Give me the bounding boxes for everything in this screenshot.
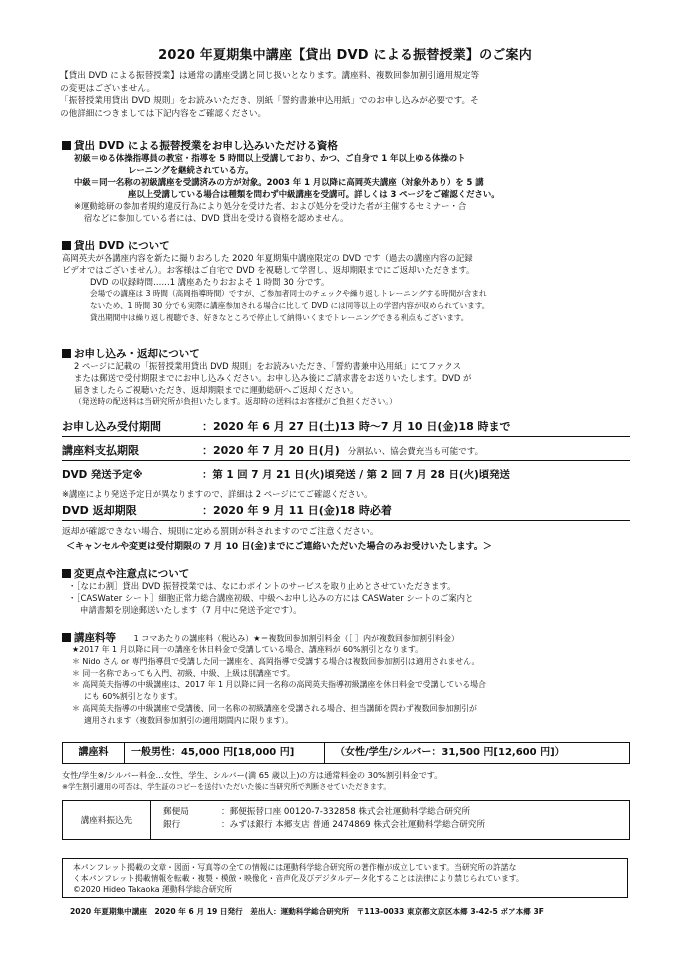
deadline-return: DVD 返却期限 ：2020 年 9 月 11 日(金)18 時必着 bbox=[62, 504, 392, 517]
qualification-heading: 貸出 DVD による振替授業をお申し込みいただける資格 bbox=[62, 138, 338, 153]
page-title: 2020 年夏期集中講座【貸出 DVD による振替授業】のご案内 bbox=[158, 48, 532, 63]
intro-line: 「振替授業用貸出 DVD 規則」をお読みいただき、別紙「誓約書兼申込用紙」でのお申し込みが必要です。そ bbox=[60, 96, 479, 106]
fees-heading: 講座料等 1 コマあたりの講座料（税込み）★＝複数回参加割引料金（［ ］内が複数回参加割引料金） bbox=[62, 630, 459, 645]
about-dvd-body: 高岡英夫が各講座内容を新たに撮りおろした 2020 年夏期集中講座限定の DVD です（過去の講座内容の記録 ビデオではございません）。お客様はご自宅で DVD を視聴して学習し、返却期限までにご返却いただきます。 DVD の収録時間……1 講座あたりおおよそ 1 時間 30 分です。 会場での講座は 3 時間（高岡指導時間）ですが、ご参加者同士のチェックや繰り返しトレーニングする時間が含まれ ないため、1 時間 30 分でも実際に講座参加される場合に比して DVD には同等以上の学習内容が収められています。 貸出期間中は繰り返し視聴でき、好きなところで停止して納得いくまでトレーニングできる利点もございます。 bbox=[62, 253, 490, 322]
changes-body: ・［なにわ割］貸出 DVD 振替授業では、なにわポイントのサービスを取り止めとさせていただきます。 ・［CASWater シート］細胞正常力総合講座初級、中級へお申し込みの方には CASWater シートのご案内と 申請書類を別途郵送いたします（7 月中に発送予定です）。 bbox=[68, 581, 474, 615]
apply-body: 2 ページに記載の「振替授業用貸出 DVD 規則」をお読みいただき、「誓約書兼申込用紙」にてファクス または郵送で受付期限までにお申し込みください。お申し込み後にご請求書をお送りいたします。DVD が 届きましたらご視聴いただき、返却期限までに運動総研へご返却ください。 （発送時の配送料は当研究所が負担いたします。返却時の送料はお客様がご負担ください。） bbox=[74, 361, 472, 406]
deadline-payment: 講座料支払期限 ：2020 年 7 月 20 日(月) 分割払い、協会費充当も可能です。 bbox=[62, 444, 484, 457]
intro-line: の変更はございません。 bbox=[60, 83, 156, 94]
square-bullet-icon bbox=[62, 241, 71, 250]
divider bbox=[62, 436, 630, 437]
footer: 2020 年夏期集中講座 2020 年 6 月 19 日発行 差出人：運動科学総合研究所 〒113-0033 東京都文京区本郷 3-42-5 ボア本郷 3F bbox=[70, 907, 544, 916]
divider bbox=[62, 520, 630, 521]
divider bbox=[62, 460, 630, 461]
changes-heading: 変更点や注意点について bbox=[62, 566, 189, 581]
intro-line: 【貸出 DVD による振替授業】は通常の講座受講と同じ扱いとなります。講座料、複数回参加割引適用規定等 bbox=[60, 71, 480, 81]
cancel-note: ＜キャンセルや変更は受付期限の 7 月 10 日(金)までにご連絡いただいた場合のみお受けいたします。＞ bbox=[66, 542, 492, 552]
fees-body: ★2017 年 1 月以降に同一の講座を休日料金で受講している場合、講座料が 60%割引となります。 ＊ Nido さん or 専門指導員で受講した同一講座を、高岡指導で受講する場合は複数回参加割引は適用されません。 ＊ 同一名称であっても入門、初級、中級、上級は別講座です。 ＊ 高岡英夫指導の中級講座は、2017 年 1 月以降に同一名称の高岡英夫指導初級講座を休日料金で受講している場合 にも 60%割引となります。 ＊ 高岡英夫指導の中級講座で受講後、同一名称の初級講座を受講される場合、担当講師を問わず複数回参加割引が 適用されます（複数回参加割引の適用期間内に限ります）。 bbox=[72, 645, 486, 725]
intro-text bbox=[60, 70, 630, 120]
square-bullet-icon bbox=[62, 569, 71, 578]
transfer-rows: 郵便局 ：郵便振替口座 00120-7-332858 株式会社運動科学総合研究所 銀行 ：みずほ銀行 本郷支店 普通 2474869 株式会社運動科学総合研究所 bbox=[163, 807, 486, 830]
fee-table-label: 講座料 bbox=[63, 743, 125, 763]
return-penalty-note: 返却が確認できない場合、規則に定める罰則が科されますのでご注意ください。 bbox=[62, 527, 379, 537]
about-dvd-heading: 貸出 DVD について bbox=[62, 238, 170, 253]
apply-heading: お申し込み・返却について bbox=[62, 346, 200, 361]
square-bullet-icon bbox=[62, 633, 71, 642]
square-bullet-icon bbox=[62, 141, 71, 150]
fee-table bbox=[62, 742, 630, 764]
fee-discount: （女性/学生/シルバー：31,500 円[12,600 円]） bbox=[335, 747, 565, 758]
transfer-label: 講座料振込先 bbox=[63, 801, 151, 839]
deadline-application: お申し込み受付期間 ：2020 年 6 月 27 日(土)13 時〜7 月 10 日(金)18 時まで bbox=[62, 420, 511, 433]
qualification-body: 初級＝ゆる体操指導員の教室・指導を 5 時間以上受講しており、かつ、ご自身で 1 年以上ゆる体操のト レーニングを継続されている方。 中級＝同一名称の初級講座を受講済みの方が対象。2003 年 1 月以降に高岡英夫講座（対象外あり）を 5 講 座以上受講している場合は種類を問わず中級講座を受講可。詳しくは 3 ページをご確認ください。 ※運動総研の参加者規約違反行為により処分を受けた者、および処分を受けた者が主催するセミナー・合 宿などに参加している者には、DVD 貸出を受ける資格を認めません。 bbox=[74, 153, 500, 223]
intro-line: の他詳細につきましては下記内容をご確認ください。 bbox=[60, 108, 267, 119]
transfer-table bbox=[62, 800, 630, 840]
deadline-shipping: DVD 発送予定※ ：第 1 回 7 月 21 日(火)頃発送 / 第 2 回 7 月 28 日(火)頃発送 bbox=[62, 469, 510, 481]
fee-notes: 女性/学生※/シルバー料金…女性、学生、シルバー(満 65 歳以上)の方は通常料金の 30%割引料金です。 ※学生割引適用の可否は、学生証のコピーを送付いただいた後に当研究所で判断させていただきます。 bbox=[62, 770, 443, 791]
square-bullet-icon bbox=[62, 349, 71, 358]
copyright-notice: 本パンフレット掲載の文章・図面・写真等の全ての情報には運動科学総合研究所の著作権が成立しています。当研究所の許諾な く本パンフレット掲載情報を転載・複製・模倣・映像化・音声化及びデジタルデータ化することは法律により禁じられています。 ©2020 Hideo Takaoka 運動科学総合研究所 bbox=[62, 858, 628, 898]
shipping-note: ※講座により発送予定日が異なりますので、詳細は 2 ページにてご確認ください。 bbox=[62, 489, 373, 499]
fee-general: 一般男性：45,000 円[18,000 円] bbox=[125, 743, 325, 763]
